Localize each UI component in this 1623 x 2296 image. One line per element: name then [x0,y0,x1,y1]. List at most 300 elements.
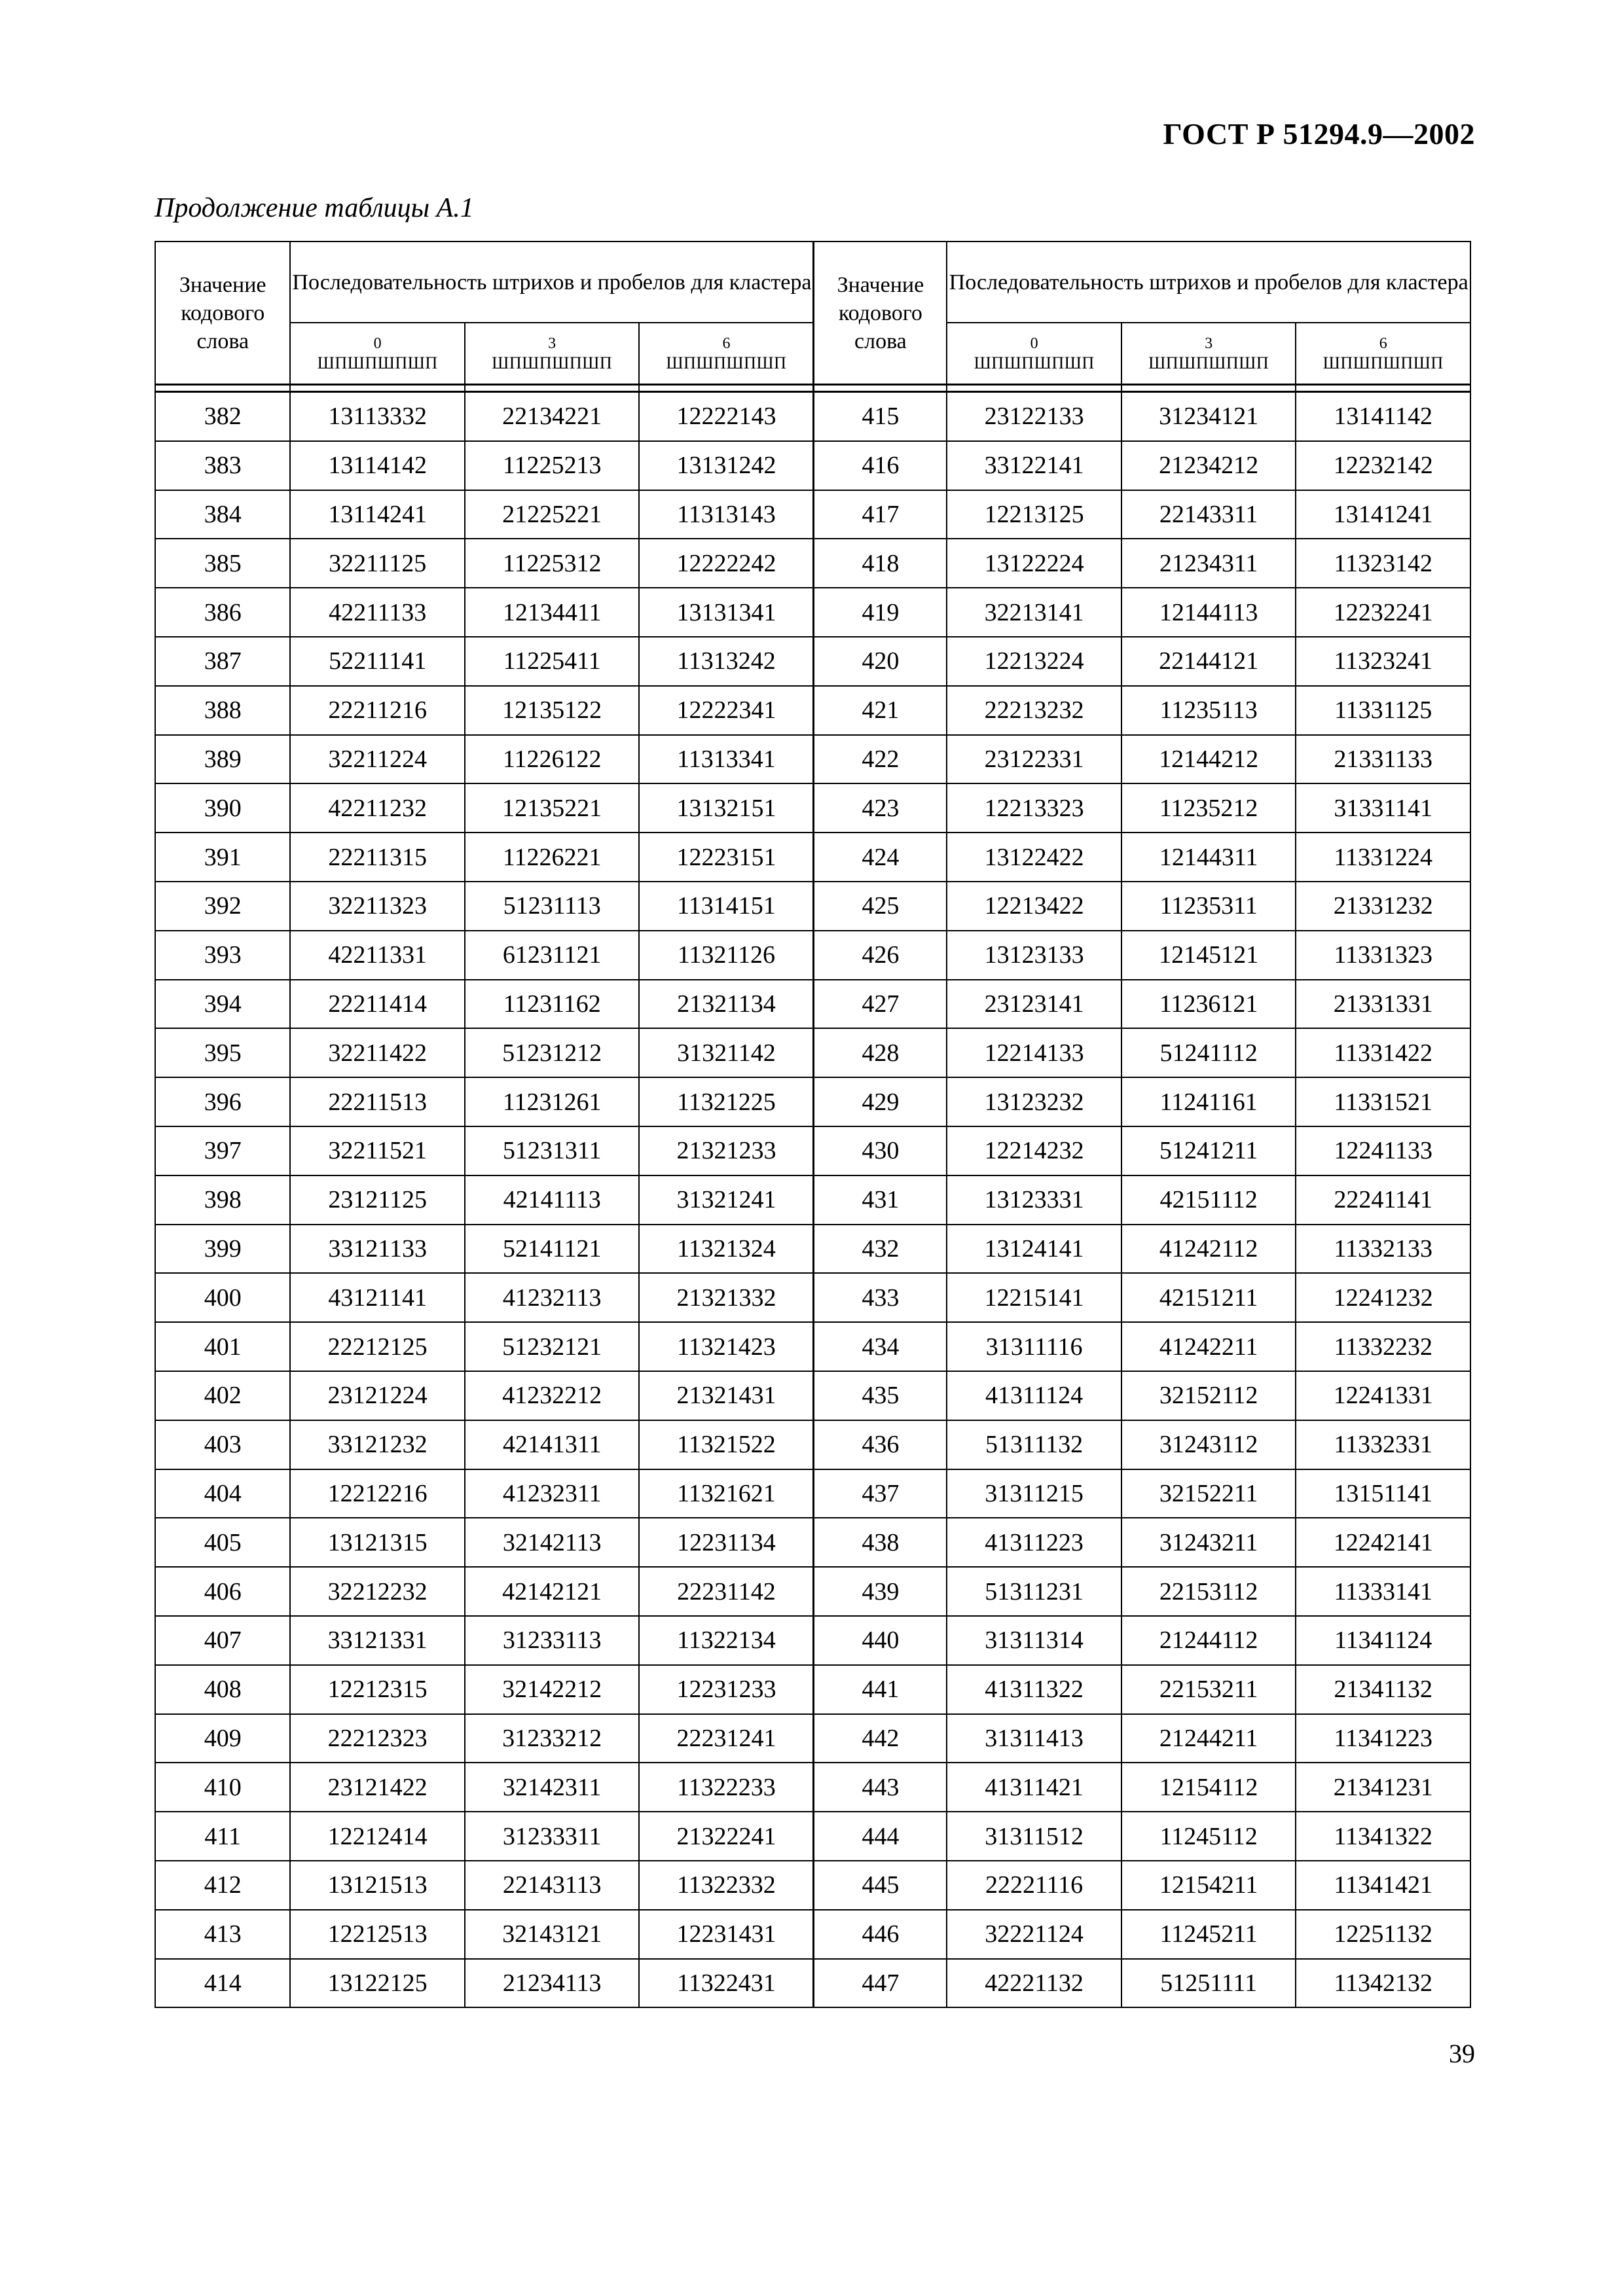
cluster-0-sequence: 13123331 [947,1175,1122,1225]
cluster-6-sequence: 11321225 [639,1077,814,1126]
table-row [155,931,1470,980]
cluster-pattern: ШПШПШПШП [974,353,1095,372]
cluster-6-sequence: 31321241 [639,1175,814,1225]
table-row [155,1861,1470,1910]
cluster-pattern: ШПШПШПШП [492,353,613,372]
codeword-value: 398 [155,1175,290,1225]
codeword-value: 408 [155,1665,290,1714]
cluster-6-sequence: 21341132 [1296,1665,1470,1714]
cluster-pattern: ШПШПШПШП [317,353,438,372]
table-row [155,441,1470,490]
cluster-0-sequence: 12215141 [947,1273,1122,1322]
cluster-3-sequence: 32142311 [465,1763,640,1812]
cluster-3-sequence: 31234121 [1122,392,1296,441]
codeword-value: 422 [814,735,947,784]
table-row [155,1371,1470,1420]
cluster-label: 3 [548,335,556,352]
cluster-label: 3 [1205,335,1213,352]
cluster-3-sequence: 22134221 [465,392,640,441]
cluster-3-sequence: 32152112 [1122,1371,1296,1420]
table-row [155,1225,1470,1274]
codeword-value: 410 [155,1763,290,1812]
cluster-3-sequence: 22153112 [1122,1567,1296,1616]
cluster-6-sequence: 11341421 [1296,1861,1470,1910]
cluster-6-sequence: 11332331 [1296,1420,1470,1469]
codeword-value: 437 [814,1469,947,1518]
cluster-0-sequence: 32211521 [290,1126,465,1175]
cluster-3-sequence: 12144212 [1122,735,1296,784]
cluster-0-sequence: 13123133 [947,931,1122,980]
cluster-0-sequence: 13113332 [290,392,465,441]
cluster-3-sequence: 12144311 [1122,833,1296,882]
cluster-3-sequence: 21234113 [465,1959,640,2008]
cluster-0-sequence: 31311215 [947,1469,1122,1518]
codeword-value: 445 [814,1861,947,1910]
table-row [155,1469,1470,1518]
table-row [155,1616,1470,1665]
cluster-6-sequence: 11342132 [1296,1959,1470,2008]
codeword-value: 414 [155,1959,290,2008]
cluster-0-sequence: 42211133 [290,588,465,637]
cluster-3-sequence: 11245112 [1122,1812,1296,1861]
cluster-3-sequence: 11231261 [465,1077,640,1126]
codeword-value: 439 [814,1567,947,1616]
table-row [155,1126,1470,1175]
cluster-3-sequence: 31243211 [1122,1518,1296,1567]
cluster-6-sequence: 12222242 [639,539,814,588]
cluster-0-sequence: 31311314 [947,1616,1122,1665]
cluster-header [639,323,814,385]
table-row [155,1175,1470,1225]
cluster-3-sequence: 41232311 [465,1469,640,1518]
cluster-6-sequence: 12241133 [1296,1126,1470,1175]
cluster-3-sequence: 11225312 [465,539,640,588]
cluster-6-sequence: 11322233 [639,1763,814,1812]
cluster-6-sequence: 12232142 [1296,441,1470,490]
cluster-3-sequence: 31243112 [1122,1420,1296,1469]
codeword-value: 426 [814,931,947,980]
codeword-value: 384 [155,490,290,539]
codeword-value: 446 [814,1910,947,1959]
cluster-3-sequence: 11226122 [465,735,640,784]
table-row [155,833,1470,882]
cluster-6-sequence: 21331133 [1296,735,1470,784]
cluster-6-sequence: 12241331 [1296,1371,1470,1420]
cluster-0-sequence: 32221124 [947,1910,1122,1959]
cluster-6-sequence: 12241232 [1296,1273,1470,1322]
cluster-6-sequence: 11321621 [639,1469,814,1518]
cluster-3-sequence: 61231121 [465,931,640,980]
cluster-0-sequence: 22211216 [290,686,465,735]
codeword-value: 382 [155,392,290,441]
cluster-0-sequence: 43121141 [290,1273,465,1322]
codeword-value: 432 [814,1225,947,1274]
cluster-3-sequence: 41232212 [465,1371,640,1420]
cluster-0-sequence: 22212125 [290,1322,465,1371]
cluster-6-sequence: 12242141 [1296,1518,1470,1567]
codeword-value: 430 [814,1126,947,1175]
codeword-value: 440 [814,1616,947,1665]
codeword-value: 428 [814,1028,947,1077]
cluster-3-sequence: 11225411 [465,637,640,686]
codeword-value: 424 [814,833,947,882]
codeword-value: 399 [155,1225,290,1274]
cluster-0-sequence: 12214232 [947,1126,1122,1175]
table-row [155,588,1470,637]
cluster-0-sequence: 33121232 [290,1420,465,1469]
codeword-value: 389 [155,735,290,784]
cluster-6-sequence: 12231233 [639,1665,814,1714]
cluster-6-sequence: 11341322 [1296,1812,1470,1861]
cluster-0-sequence: 41311124 [947,1371,1122,1420]
codeword-value: 436 [814,1420,947,1469]
codeword-value: 447 [814,1959,947,2008]
codeword-value: 429 [814,1077,947,1126]
cluster-6-sequence: 12231134 [639,1518,814,1567]
value-column-header: Значение кодового слова [814,242,947,385]
cluster-6-sequence: 11341223 [1296,1714,1470,1763]
cluster-0-sequence: 13124141 [947,1225,1122,1274]
cluster-0-sequence: 12212216 [290,1469,465,1518]
cluster-3-sequence: 51251111 [1122,1959,1296,2008]
cluster-0-sequence: 22211513 [290,1077,465,1126]
table-row [155,1028,1470,1077]
table-row [155,1518,1470,1567]
cluster-0-sequence: 32211323 [290,882,465,931]
codeword-value: 388 [155,686,290,735]
table-row [155,1665,1470,1714]
cluster-0-sequence: 13121513 [290,1861,465,1910]
cluster-label: 6 [1379,335,1387,352]
table-caption: Продолжение таблицы А.1 [155,193,474,223]
codeword-table [155,241,1471,2008]
cluster-header [465,323,640,385]
codeword-value: 393 [155,931,290,980]
cluster-0-sequence: 51311132 [947,1420,1122,1469]
codeword-value: 443 [814,1763,947,1812]
cluster-6-sequence: 11331422 [1296,1028,1470,1077]
cluster-0-sequence: 13122125 [290,1959,465,2008]
cluster-0-sequence: 42221132 [947,1959,1122,2008]
cluster-0-sequence: 12213224 [947,637,1122,686]
cluster-0-sequence: 22212323 [290,1714,465,1763]
cluster-3-sequence: 51232121 [465,1322,640,1371]
cluster-3-sequence: 42141311 [465,1420,640,1469]
cluster-6-sequence: 21321233 [639,1126,814,1175]
cluster-6-sequence: 12231431 [639,1910,814,1959]
cluster-6-sequence: 11331224 [1296,833,1470,882]
table-row [155,1273,1470,1322]
cluster-6-sequence: 11341124 [1296,1616,1470,1665]
codeword-value: 419 [814,588,947,637]
table-row [155,490,1470,539]
cluster-3-sequence: 31233113 [465,1616,640,1665]
cluster-6-sequence: 22241141 [1296,1175,1470,1225]
codeword-value: 416 [814,441,947,490]
cluster-0-sequence: 41311322 [947,1665,1122,1714]
codeword-value: 385 [155,539,290,588]
cluster-6-sequence: 12222341 [639,686,814,735]
codeword-value: 433 [814,1273,947,1322]
codeword-value: 421 [814,686,947,735]
cluster-3-sequence: 11226221 [465,833,640,882]
cluster-0-sequence: 41311223 [947,1518,1122,1567]
cluster-3-sequence: 51241211 [1122,1126,1296,1175]
cluster-6-sequence: 12222143 [639,392,814,441]
codeword-value: 387 [155,637,290,686]
cluster-3-sequence: 32143121 [465,1910,640,1959]
codeword-value: 383 [155,441,290,490]
table-body [155,392,1470,2008]
table-row [155,1714,1470,1763]
cluster-3-sequence: 21244112 [1122,1616,1296,1665]
cluster-3-sequence: 12144113 [1122,588,1296,637]
codeword-value: 444 [814,1812,947,1861]
cluster-6-sequence: 11321126 [639,931,814,980]
codeword-value: 400 [155,1273,290,1322]
cluster-3-sequence: 51241112 [1122,1028,1296,1077]
cluster-6-sequence: 31321142 [639,1028,814,1077]
cluster-6-sequence: 21321332 [639,1273,814,1322]
cluster-0-sequence: 32211224 [290,735,465,784]
cluster-0-sequence: 12213125 [947,490,1122,539]
cluster-6-sequence: 11331323 [1296,931,1470,980]
cluster-6-sequence: 11313242 [639,637,814,686]
cluster-3-sequence: 22143113 [465,1861,640,1910]
cluster-3-sequence: 21234212 [1122,441,1296,490]
codeword-value: 391 [155,833,290,882]
codeword-value: 392 [155,882,290,931]
cluster-3-sequence: 11231162 [465,980,640,1029]
codeword-value: 435 [814,1371,947,1420]
cluster-3-sequence: 11235311 [1122,882,1296,931]
cluster-0-sequence: 22221116 [947,1861,1122,1910]
codeword-value: 417 [814,490,947,539]
table-row [155,882,1470,931]
codeword-value: 409 [155,1714,290,1763]
cluster-0-sequence: 32211422 [290,1028,465,1077]
cluster-3-sequence: 22144121 [1122,637,1296,686]
codeword-value: 386 [155,588,290,637]
cluster-6-sequence: 11322134 [639,1616,814,1665]
cluster-3-sequence: 41232113 [465,1273,640,1322]
cluster-0-sequence: 23121422 [290,1763,465,1812]
codeword-value: 407 [155,1616,290,1665]
cluster-0-sequence: 12212414 [290,1812,465,1861]
code-table-container [155,241,1471,2008]
page-number: 39 [1449,2039,1475,2068]
cluster-3-sequence: 41242211 [1122,1322,1296,1371]
codeword-value: 415 [814,392,947,441]
codeword-value: 396 [155,1077,290,1126]
table-row [155,1567,1470,1616]
cluster-6-sequence: 11323241 [1296,637,1470,686]
cluster-3-sequence: 12135122 [465,686,640,735]
cluster-6-sequence: 31331141 [1296,783,1470,833]
cluster-0-sequence: 23121125 [290,1175,465,1225]
codeword-value: 401 [155,1322,290,1371]
cluster-0-sequence: 23123141 [947,980,1122,1029]
cluster-0-sequence: 13122422 [947,833,1122,882]
table-row [155,980,1470,1029]
cluster-3-sequence: 21225221 [465,490,640,539]
cluster-label: 6 [722,335,731,352]
cluster-6-sequence: 11331125 [1296,686,1470,735]
cluster-3-sequence: 22143311 [1122,490,1296,539]
codeword-value: 397 [155,1126,290,1175]
codeword-value: 418 [814,539,947,588]
cluster-3-sequence: 31233311 [465,1812,640,1861]
cluster-6-sequence: 21331331 [1296,980,1470,1029]
codeword-value: 390 [155,783,290,833]
cluster-header [290,323,465,385]
codeword-value: 395 [155,1028,290,1077]
cluster-0-sequence: 13121315 [290,1518,465,1567]
cluster-3-sequence: 11235113 [1122,686,1296,735]
sequence-column-header: Последовательность штрихов и пробелов для кластера [947,242,1470,323]
codeword-value: 413 [155,1910,290,1959]
cluster-0-sequence: 23121224 [290,1371,465,1420]
table-row [155,1420,1470,1469]
cluster-3-sequence: 41242112 [1122,1225,1296,1274]
cluster-6-sequence: 11321324 [639,1225,814,1274]
cluster-3-sequence: 12154211 [1122,1861,1296,1910]
cluster-3-sequence: 21244211 [1122,1714,1296,1763]
table-row [155,392,1470,441]
table-row [155,1077,1470,1126]
cluster-6-sequence: 13131242 [639,441,814,490]
cluster-0-sequence: 13123232 [947,1077,1122,1126]
codeword-value: 411 [155,1812,290,1861]
cluster-6-sequence: 21321134 [639,980,814,1029]
cluster-3-sequence: 12154112 [1122,1763,1296,1812]
cluster-label: 0 [373,335,382,352]
cluster-6-sequence: 11313143 [639,490,814,539]
cluster-6-sequence: 13151141 [1296,1469,1470,1518]
cluster-6-sequence: 13132151 [639,783,814,833]
cluster-6-sequence: 22231241 [639,1714,814,1763]
cluster-0-sequence: 13114142 [290,441,465,490]
cluster-6-sequence: 13131341 [639,588,814,637]
header-separator [155,385,1470,392]
cluster-6-sequence: 11333141 [1296,1567,1470,1616]
cluster-0-sequence: 31311413 [947,1714,1122,1763]
cluster-0-sequence: 33121133 [290,1225,465,1274]
cluster-0-sequence: 33121331 [290,1616,465,1665]
cluster-6-sequence: 21331232 [1296,882,1470,931]
cluster-0-sequence: 32212232 [290,1567,465,1616]
codeword-value: 403 [155,1420,290,1469]
cluster-3-sequence: 42151112 [1122,1175,1296,1225]
cluster-3-sequence: 51231212 [465,1028,640,1077]
cluster-6-sequence: 11313341 [639,735,814,784]
cluster-6-sequence: 11331521 [1296,1077,1470,1126]
cluster-0-sequence: 32211125 [290,539,465,588]
cluster-0-sequence: 13114241 [290,490,465,539]
codeword-value: 405 [155,1518,290,1567]
cluster-6-sequence: 11314151 [639,882,814,931]
cluster-6-sequence: 22231142 [639,1567,814,1616]
codeword-value: 427 [814,980,947,1029]
table-row [155,1322,1470,1371]
codeword-value: 441 [814,1665,947,1714]
cluster-3-sequence: 11225213 [465,441,640,490]
cluster-3-sequence: 11245211 [1122,1910,1296,1959]
cluster-6-sequence: 12232241 [1296,588,1470,637]
table-row [155,686,1470,735]
cluster-3-sequence: 42141113 [465,1175,640,1225]
table-row [155,1763,1470,1812]
cluster-3-sequence: 51231311 [465,1126,640,1175]
cluster-0-sequence: 33122141 [947,441,1122,490]
cluster-3-sequence: 12135221 [465,783,640,833]
cluster-6-sequence: 11323142 [1296,539,1470,588]
cluster-3-sequence: 32142113 [465,1518,640,1567]
codeword-value: 442 [814,1714,947,1763]
cluster-3-sequence: 31233212 [465,1714,640,1763]
cluster-3-sequence: 32142212 [465,1665,640,1714]
cluster-3-sequence: 51231113 [465,882,640,931]
table-row [155,637,1470,686]
codeword-value: 438 [814,1518,947,1567]
cluster-3-sequence: 32152211 [1122,1469,1296,1518]
cluster-0-sequence: 31311512 [947,1812,1122,1861]
cluster-6-sequence: 11332232 [1296,1322,1470,1371]
cluster-0-sequence: 32213141 [947,588,1122,637]
cluster-0-sequence: 22211414 [290,980,465,1029]
cluster-pattern: ШПШПШПШП [1148,353,1269,372]
cluster-header [947,323,1122,385]
cluster-6-sequence: 11322332 [639,1861,814,1910]
cluster-3-sequence: 12145121 [1122,931,1296,980]
cluster-0-sequence: 22213232 [947,686,1122,735]
cluster-0-sequence: 12214133 [947,1028,1122,1077]
document-code: ГОСТ Р 51294.9—2002 [1163,117,1475,151]
cluster-pattern: ШПШПШПШП [1322,353,1444,372]
table-row [155,539,1470,588]
cluster-0-sequence: 42211232 [290,783,465,833]
cluster-0-sequence: 22211315 [290,833,465,882]
codeword-value: 425 [814,882,947,931]
cluster-0-sequence: 12212513 [290,1910,465,1959]
cluster-3-sequence: 21234311 [1122,539,1296,588]
cluster-0-sequence: 52211141 [290,637,465,686]
cluster-3-sequence: 52141121 [465,1225,640,1274]
cluster-3-sequence: 11235212 [1122,783,1296,833]
cluster-0-sequence: 51311231 [947,1567,1122,1616]
codeword-value: 402 [155,1371,290,1420]
cluster-6-sequence: 11332133 [1296,1225,1470,1274]
cluster-6-sequence: 12223151 [639,833,814,882]
cluster-0-sequence: 23122331 [947,735,1122,784]
cluster-6-sequence: 21321431 [639,1371,814,1420]
cluster-6-sequence: 13141241 [1296,490,1470,539]
cluster-3-sequence: 12134411 [465,588,640,637]
cluster-pattern: ШПШПШПШП [666,353,787,372]
cluster-0-sequence: 31311116 [947,1322,1122,1371]
cluster-3-sequence: 22153211 [1122,1665,1296,1714]
table-row [155,1812,1470,1861]
codeword-value: 431 [814,1175,947,1225]
cluster-6-sequence: 12251132 [1296,1910,1470,1959]
codeword-value: 412 [155,1861,290,1910]
codeword-value: 434 [814,1322,947,1371]
codeword-value: 404 [155,1469,290,1518]
cluster-0-sequence: 23122133 [947,392,1122,441]
codeword-value: 406 [155,1567,290,1616]
cluster-label: 0 [1030,335,1038,352]
cluster-3-sequence: 11236121 [1122,980,1296,1029]
